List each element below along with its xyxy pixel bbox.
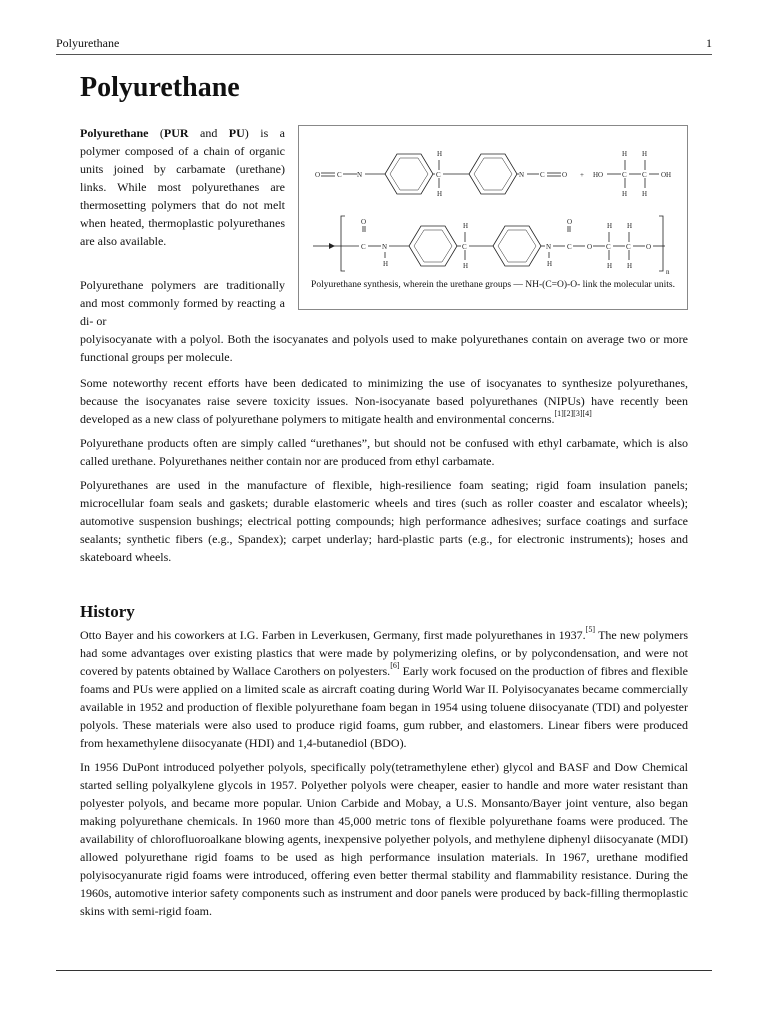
svg-text:H: H xyxy=(463,262,469,270)
svg-text:N: N xyxy=(382,243,388,251)
reaction-figure xyxy=(298,125,688,310)
svg-text:C: C xyxy=(567,243,572,251)
svg-text:O: O xyxy=(567,218,573,226)
reaction-scheme xyxy=(299,126,689,276)
svg-text:O: O xyxy=(562,171,568,179)
svg-text:HO: HO xyxy=(593,171,604,179)
figure-caption: Polyurethane synthesis, wherein the urethane groups — NH-(C=O)-O- link the molecular units. xyxy=(311,280,675,290)
article-title: Polyurethane xyxy=(80,72,240,103)
history-paragraph-2: In 1956 DuPont introduced polyether polyols, specifically poly(tetramethylene ether) glycol and BASF and Dow Chemical started selling polyalkylene glycols in 1957. Polyether polyols were cheaper, easier to handle and more water resistant than polyester polyols, and became more popular. Union Carbide and Mobay, a U.S. Monsanto/Bayer joint venture, also began making polyurethane chemicals. In 1960 more than 45,000 metric tons of flexible polyurethane foams were produced. The availability of chlorofluoroalkane blowing agents, inexpensive polyether polyols, and methylene diphenyl diisocyanate (MDI) allowed polyurethane rigid foams to be used as high performance insulation materials. In 1967, urethane modified polyisocyanurate rigid foams were introduced, offering even better thermal stability and flammability resistance. During the 1960s, automotive interior safety components such as instrument and door panels were produced by back-filling thermoplastic skins with semi-rigid foam. xyxy=(80,760,688,918)
svg-text:O: O xyxy=(587,243,593,251)
svg-text:O: O xyxy=(315,171,321,179)
body-text xyxy=(80,374,688,572)
svg-text:H: H xyxy=(437,150,443,158)
intro-paragraph-2b: polyisocyanate with a polyol. Both the isocyanates and polyols used to make polyurethanes contain on average two or more functional groups per molecule. xyxy=(80,332,688,364)
svg-text:C: C xyxy=(606,243,611,251)
svg-text:H: H xyxy=(627,222,633,230)
svg-text:C: C xyxy=(337,171,342,179)
svg-text:C: C xyxy=(626,243,631,251)
svg-text:+: + xyxy=(580,171,584,179)
svg-text:OH: OH xyxy=(661,171,672,179)
svg-text:H: H xyxy=(622,150,628,158)
svg-text:H: H xyxy=(463,222,469,230)
svg-text:H: H xyxy=(547,260,553,268)
svg-text:N: N xyxy=(519,171,525,179)
header-divider xyxy=(56,54,712,55)
citation-link[interactable]: [6] xyxy=(390,661,400,670)
svg-text:C: C xyxy=(622,171,627,179)
paragraph-uses: Polyurethanes are used in the manufacture of flexible, high-resilience foam seating; rigid foam insulation panels; microcellular foam seals and gaskets; durable elastomeric wheels and tires (such as roller coaster and escalator wheels); automotive suspension bushings; electrical potting compounds; high performance adhesives; surface coatings and surface sealants; synthetic fibers (e.g., Spandex); carpet underlay; hard-plastic parts (e.g., for electronic instruments); hoses and skateboard wheels. xyxy=(80,478,688,564)
svg-text:N: N xyxy=(357,171,363,179)
svg-text:C: C xyxy=(540,171,545,179)
svg-text:H: H xyxy=(622,190,628,198)
svg-text:C: C xyxy=(361,243,366,251)
footer-divider xyxy=(56,970,712,971)
history-text xyxy=(80,626,688,926)
svg-text:H: H xyxy=(627,262,633,270)
svg-text:H: H xyxy=(607,262,613,270)
svg-text:O: O xyxy=(361,218,367,226)
svg-text:O: O xyxy=(646,243,652,251)
svg-text:C: C xyxy=(642,171,647,179)
svg-text:C: C xyxy=(436,171,441,179)
svg-text:H: H xyxy=(607,222,613,230)
page-number: 1 xyxy=(706,36,712,50)
svg-text:n: n xyxy=(666,268,670,276)
arrow-head-icon xyxy=(329,243,335,249)
svg-text:H: H xyxy=(383,260,389,268)
svg-text:H: H xyxy=(642,190,648,198)
citation-link[interactable]: [5] xyxy=(585,625,595,634)
intro-paragraph-2a: Polyurethane polymers are traditionally and most commonly formed by reacting a di- or xyxy=(80,278,285,328)
term-pu: PU xyxy=(228,126,245,140)
svg-text:N: N xyxy=(546,243,552,251)
term-pur: PUR xyxy=(163,126,189,140)
running-header xyxy=(56,36,712,52)
paragraph-nipu: Some noteworthy recent efforts have been dedicated to minimizing the use of isocyanates to synthesize polyurethanes, because the isocyanates raise severe toxicity issues. Non-isocyanate based polyurethanes (NIPUs) have recently been developed as a new class of polyurethane polymers to mitigate health and environmental concerns.[1][2][3][4] xyxy=(80,376,688,426)
paragraph-urethanes: Polyurethane products often are simply called “urethanes”, but should not be confused with ethyl carbamate, which is also called urethane. Polyurethanes neither contain nor are produced from ethyl carbamate. xyxy=(80,436,688,468)
history-paragraph-1: Otto Bayer and his coworkers at I.G. Farben in Leverkusen, Germany, first made polyurethanes in 1937.[5] The new polymers had some advantages over existing plastics that were made by polymerizing olefins, or by polycondensation, and were not covered by patents obtained by Wallace Carothers on polyesters.[6] Early work focused on the production of fibres and flexible foams and PUs were applied on a limited scale as aircraft coating during World War II. Polyisocyanates became commercially available in 1952 and production of flexible polyurethane foam began in 1954 using toluene diisocyanate (TDI) and polyester polyols. These materials were also used to produce rigid foams, gum rubber, and elastomers. Linear fibers were produced from hexamethylene diisocyanate (HDI) and 1,4-butanediol (BDO). xyxy=(80,625,689,750)
header-title: Polyurethane xyxy=(56,36,120,50)
svg-text:H: H xyxy=(437,190,443,198)
term-polyurethane: Polyurethane xyxy=(80,126,149,140)
intro-paragraph-1: Polyurethane (PUR and PU) is a polymer composed of a chain of organic units joined by carbamate (urethane) links. While most polyurethanes are thermosetting polymers that do not melt when heated, thermoplastic polyurethanes are also available. xyxy=(80,126,286,248)
section-heading-history: History xyxy=(80,602,135,621)
svg-text:C: C xyxy=(462,243,467,251)
citation-link[interactable]: [1][2][3][4] xyxy=(554,409,592,418)
svg-text:H: H xyxy=(642,150,648,158)
